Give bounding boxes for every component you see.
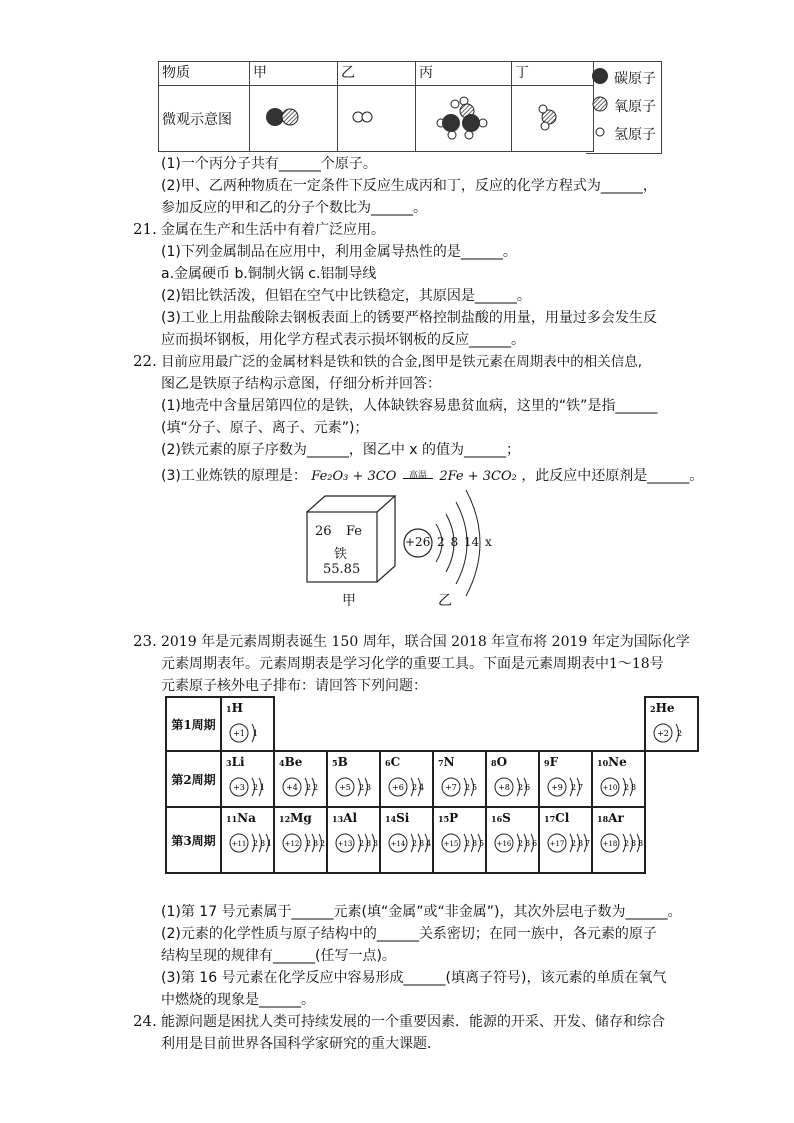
element-symbol-text-P: P bbox=[449, 811, 459, 825]
element-symbol-text-Mg: Mg bbox=[290, 811, 312, 825]
q23-stem1: 2019 年是元素周期表诞生 150 周年，联合国 2018 年宣布将 2019 年定为国际化学 bbox=[161, 634, 690, 650]
molecule-bing-cell bbox=[416, 86, 512, 152]
element-symbol-H bbox=[226, 701, 243, 715]
electron-count: 8 bbox=[419, 839, 425, 848]
element-number-Mg: 12 bbox=[279, 814, 291, 824]
element-cell-N bbox=[433, 751, 486, 807]
element-cell-S bbox=[486, 807, 539, 873]
element-number-B: 5 bbox=[332, 758, 338, 768]
electron-count: 2 bbox=[306, 839, 312, 848]
q23-stem3: 元素原子核外电子排布：请回答下列问题： bbox=[161, 678, 427, 694]
electron-count: 1 bbox=[253, 729, 259, 738]
electron-count: 8 bbox=[578, 839, 584, 848]
q24-number: 24. bbox=[133, 1012, 157, 1030]
q22-number: 22. bbox=[133, 352, 157, 370]
fe-box-caption: 甲 bbox=[342, 593, 356, 609]
nucleus-charge: +10 bbox=[602, 784, 618, 792]
equation-left: Fe₂O₃ + 3CO bbox=[311, 469, 397, 484]
element-cell-Ar bbox=[592, 807, 645, 873]
element-number-Si: 14 bbox=[385, 814, 397, 824]
fe-symbol: Fe bbox=[346, 524, 363, 539]
reaction-condition: 高温 bbox=[408, 471, 427, 481]
water-molecule-icon bbox=[515, 95, 591, 139]
atom-structure-N bbox=[440, 769, 486, 805]
element-cell-Li bbox=[221, 751, 274, 807]
atom-structure-Na bbox=[228, 825, 274, 861]
element-number-Ar: 18 bbox=[597, 814, 609, 824]
nucleus-charge: +7 bbox=[445, 783, 457, 792]
electron-count: 2 bbox=[518, 839, 524, 848]
electron-count: 6 bbox=[532, 839, 538, 848]
element-symbol-O bbox=[491, 755, 507, 769]
q21-line1: (1)下列金属制品在应用中，利用金属导热性的是______。 bbox=[161, 244, 517, 260]
element-number-S: 16 bbox=[491, 814, 503, 824]
fe-name: 铁 bbox=[334, 547, 348, 562]
ethanol-molecule-icon bbox=[419, 87, 507, 147]
q24-stem2: 利用是目前世界各国科学家研究的重大课题． bbox=[161, 1036, 441, 1052]
q23-stem2: 元素周期表年。元素周期表是学习化学的重要工具。下面是元素周期表中1～18号 bbox=[161, 656, 664, 672]
nucleus-charge: +1 bbox=[233, 729, 245, 738]
atom-structure-H bbox=[228, 715, 274, 751]
legend-carbon: 碳原子 bbox=[614, 71, 656, 87]
electron-count: 2 bbox=[313, 783, 319, 792]
element-symbol-Mg bbox=[279, 811, 312, 825]
atom-structure-Ne bbox=[599, 769, 645, 805]
period-1-label: 第1周期 bbox=[166, 697, 221, 751]
electron-count: 7 bbox=[578, 783, 584, 792]
electron-count: 2 bbox=[359, 839, 365, 848]
q24-stem1: 能源问题是困扰人类可持续发展的一个重要因素．能源的开采、开发、储存和综合 bbox=[161, 1014, 665, 1030]
electron-count: 2 bbox=[465, 783, 471, 792]
element-cell-Ne bbox=[592, 751, 645, 807]
q21-line3: (2)铝比铁活泼，但铝在空气中比铁稳定，其原因是______。 bbox=[161, 288, 531, 304]
electron-count: 2 bbox=[412, 783, 418, 792]
element-symbol-text-Be: Be bbox=[284, 755, 303, 769]
element-number-F: 9 bbox=[544, 758, 550, 768]
molecule-jia-cell bbox=[250, 86, 338, 152]
electron-count: 2 bbox=[465, 839, 471, 848]
periodic-table bbox=[165, 696, 699, 874]
nucleus-charge: +14 bbox=[390, 840, 406, 848]
electron-count: 8 bbox=[260, 839, 266, 848]
element-cell-Al bbox=[327, 807, 380, 873]
electron-count: 4 bbox=[419, 783, 425, 792]
element-symbol-Be bbox=[279, 755, 302, 769]
nucleus-charge: +8 bbox=[498, 783, 510, 792]
electron-count: 4 bbox=[426, 839, 432, 848]
q21-options: a.金属硬币 b.铜制火锅 c.铝制导线 bbox=[161, 266, 377, 282]
molecule-yi-cell bbox=[338, 86, 416, 152]
element-symbol-text-Cl: Cl bbox=[555, 811, 570, 825]
element-symbol-Al bbox=[332, 811, 357, 825]
q23-answer2: (2)元素的化学性质与原子结构中的______关系密切；在同一族中，各元素的原子 bbox=[161, 926, 657, 942]
nucleus-charge: +6 bbox=[392, 783, 404, 792]
equation-right: 2Fe + 3CO₂ bbox=[439, 469, 517, 484]
electron-count: 2 bbox=[359, 783, 365, 792]
q21-line5: 应而损坏钢板，用化学方程式表示损坏钢板的反应______。 bbox=[161, 332, 525, 348]
q21-line4: (3)工业上用盐酸除去钢板表面上的锈要严格控制盐酸的用量，用量过多会发生反 bbox=[161, 310, 657, 326]
electron-count: 6 bbox=[525, 783, 531, 792]
atom-structure-Ar bbox=[599, 825, 645, 861]
q21-stem: 金属在生产和生活中有着广泛应用。 bbox=[161, 222, 385, 238]
element-cell-Na bbox=[221, 807, 274, 873]
element-cell-Si bbox=[380, 807, 433, 873]
element-symbol-text-He: He bbox=[655, 701, 675, 715]
table-header-substance: 物质 bbox=[159, 62, 250, 86]
electron-count: 8 bbox=[631, 839, 637, 848]
element-number-P: 15 bbox=[438, 814, 450, 824]
electron-count: 8 bbox=[313, 839, 319, 848]
element-cell-He bbox=[645, 697, 698, 751]
element-symbol-Na bbox=[226, 811, 256, 825]
nucleus-charge: +16 bbox=[496, 840, 512, 848]
element-symbol-text-Si: Si bbox=[396, 811, 410, 825]
electron-count: 2 bbox=[518, 783, 524, 792]
element-symbol-text-S: S bbox=[502, 811, 511, 825]
nucleus-charge: +5 bbox=[339, 783, 351, 792]
atom-structure-Mg bbox=[281, 825, 327, 861]
nucleus-charge: +11 bbox=[231, 840, 247, 848]
element-number-H: 1 bbox=[226, 704, 232, 714]
q22-line1: (1)地壳中含量居第四位的是铁，人体缺铁容易患贫血病，这里的“铁”是指______ bbox=[161, 398, 658, 414]
q20-line2: (2)甲、乙两种物质在一定条件下反应生成丙和丁，反应的化学方程式为______， bbox=[161, 178, 657, 194]
electron-count: 5 bbox=[479, 839, 485, 848]
element-symbol-Cl bbox=[544, 811, 569, 825]
electron-count: 8 bbox=[525, 839, 531, 848]
electron-count: 3 bbox=[366, 783, 372, 792]
element-cell-P bbox=[433, 807, 486, 873]
fe-nucleus: +26 bbox=[405, 535, 431, 549]
q23-answer3b: 中燃烧的现象是______。 bbox=[161, 992, 315, 1008]
element-symbol-C bbox=[385, 755, 400, 769]
arrow-line bbox=[403, 478, 433, 479]
element-symbol-text-H: H bbox=[231, 701, 243, 715]
element-symbol-B bbox=[332, 755, 348, 769]
element-symbol-F bbox=[544, 755, 558, 769]
electron-count: 8 bbox=[472, 839, 478, 848]
period-2-label: 第2周期 bbox=[166, 751, 221, 807]
atom-structure-P bbox=[440, 825, 486, 861]
period-3-label: 第3周期 bbox=[166, 807, 221, 873]
legend-box bbox=[586, 61, 662, 154]
q23-answer1: (1)第 17 号元素属于______元素(填“金属”或“非金属”)，其次外层电子数为______。 bbox=[161, 904, 682, 920]
co-molecule-icon bbox=[253, 97, 333, 137]
electron-count: 2 bbox=[624, 839, 630, 848]
nucleus-charge: +17 bbox=[549, 840, 565, 848]
atom-structure-Cl bbox=[546, 825, 592, 861]
fe-shells: 2 8 14 x bbox=[437, 535, 492, 549]
atom-structure-Si bbox=[387, 825, 433, 861]
nucleus-charge: +18 bbox=[602, 840, 618, 848]
element-symbol-N bbox=[438, 755, 455, 769]
electron-count: 2 bbox=[253, 839, 259, 848]
table-row-label: 微观示意图 bbox=[159, 86, 250, 152]
fe-atom-caption: 乙 bbox=[438, 593, 452, 609]
element-number-Al: 13 bbox=[332, 814, 344, 824]
atom-structure-O bbox=[493, 769, 539, 805]
element-symbol-Ar bbox=[597, 811, 624, 825]
nucleus-charge: +4 bbox=[286, 783, 298, 792]
electron-count: 5 bbox=[472, 783, 478, 792]
element-symbol-text-F: F bbox=[549, 755, 559, 769]
element-cell-F bbox=[539, 751, 592, 807]
element-cell-Mg bbox=[274, 807, 327, 873]
element-symbol-text-B: B bbox=[337, 755, 348, 769]
element-number-C: 6 bbox=[385, 758, 391, 768]
element-number-O: 8 bbox=[491, 758, 497, 768]
element-symbol-Ne bbox=[597, 755, 627, 769]
electron-count: 1 bbox=[260, 783, 266, 792]
atom-structure-Al bbox=[334, 825, 380, 861]
electron-count: 2 bbox=[320, 839, 326, 848]
q21-number: 21. bbox=[133, 220, 157, 238]
element-symbol-text-Al: Al bbox=[343, 811, 358, 825]
atom-structure-B bbox=[334, 769, 380, 805]
reaction-arrow bbox=[401, 466, 435, 486]
legend-oxygen: 氧原子 bbox=[614, 99, 656, 115]
fe-atomic-mass: 55.85 bbox=[323, 562, 361, 577]
element-symbol-text-Na: Na bbox=[237, 811, 256, 825]
table-header-jia: 甲 bbox=[250, 62, 338, 86]
electron-count: 3 bbox=[373, 839, 379, 848]
table-header-bing: 丙 bbox=[416, 62, 512, 86]
q22-line3-suffix: ，此反应中还原剂是______。 bbox=[521, 468, 704, 484]
table-header-yi: 乙 bbox=[338, 62, 416, 86]
element-symbol-He bbox=[650, 701, 675, 715]
element-cell-B bbox=[327, 751, 380, 807]
q23-number: 23. bbox=[133, 632, 157, 650]
element-number-Ne: 10 bbox=[597, 758, 609, 768]
nucleus-charge: +13 bbox=[337, 840, 353, 848]
q22-line1b: (填“分子、原子、离子、元素”)； bbox=[161, 420, 369, 436]
atom-structure-Be bbox=[281, 769, 327, 805]
element-symbol-text-Li: Li bbox=[231, 755, 245, 769]
nucleus-charge: +12 bbox=[284, 840, 300, 848]
atom-structure-Li bbox=[228, 769, 274, 805]
nucleus-charge: +2 bbox=[657, 729, 669, 738]
q20-line3: 参加反应的甲和乙的分子个数比为______。 bbox=[161, 200, 427, 216]
q23-answer3: (3)第 16 号元素在化学反应中容易形成______(填离子符号)，该元素的单质在氧气 bbox=[161, 970, 667, 986]
table-header-ding: 丁 bbox=[512, 62, 594, 86]
electron-count: 8 bbox=[631, 783, 637, 792]
electron-count: 2 bbox=[624, 783, 630, 792]
q23-answer2b: 结构呈现的规律有______(任写一点)。 bbox=[161, 948, 396, 964]
q22-stem: 目前应用最广泛的金属材料是铁和铁的合金,图甲是铁元素在周期表中的相关信息, bbox=[161, 354, 643, 370]
q22-line3-prefix: (3)工业炼铁的原理是： bbox=[161, 468, 307, 484]
element-symbol-text-O: O bbox=[496, 755, 508, 769]
substance-table bbox=[158, 61, 594, 152]
legend-hydrogen: 氢原子 bbox=[614, 127, 656, 143]
electron-count: 1 bbox=[267, 839, 273, 848]
h2-molecule-icon bbox=[341, 97, 411, 137]
electron-count: 2 bbox=[571, 839, 577, 848]
element-symbol-text-Ar: Ar bbox=[608, 811, 624, 825]
element-cell-Cl bbox=[539, 807, 592, 873]
period1-gap bbox=[274, 697, 645, 751]
fe-atomic-number: 26 bbox=[315, 524, 332, 539]
electron-count: 2 bbox=[412, 839, 418, 848]
element-cell-Be bbox=[274, 751, 327, 807]
atom-structure-C bbox=[387, 769, 433, 805]
element-symbol-text-Ne: Ne bbox=[608, 755, 627, 769]
molecule-ding-cell bbox=[512, 86, 594, 152]
element-cell-H bbox=[221, 697, 274, 751]
atom-structure-He bbox=[652, 715, 698, 751]
element-number-Cl: 17 bbox=[544, 814, 556, 824]
element-symbol-S bbox=[491, 811, 511, 825]
element-cell-O bbox=[486, 751, 539, 807]
element-symbol-Li bbox=[226, 755, 245, 769]
element-number-Li: 3 bbox=[226, 758, 232, 768]
q22-line2: (2)铁元素的原子序数为______，图乙中 x 的值为______； bbox=[161, 442, 521, 458]
nucleus-charge: +3 bbox=[233, 783, 245, 792]
element-symbol-Si bbox=[385, 811, 409, 825]
nucleus-charge: +9 bbox=[551, 783, 563, 792]
atom-structure-S bbox=[493, 825, 539, 861]
atom-structure-F bbox=[546, 769, 592, 805]
element-cell-C bbox=[380, 751, 433, 807]
electron-count: 7 bbox=[585, 839, 591, 848]
q20-line1: (1)一个丙分子共有______个原子。 bbox=[161, 156, 377, 172]
electron-count: 8 bbox=[366, 839, 372, 848]
electron-count: 8 bbox=[638, 839, 644, 848]
element-symbol-text-C: C bbox=[390, 755, 401, 769]
q22-stem2: 图乙是铁原子结构示意图，仔细分析并回答： bbox=[161, 376, 441, 392]
electron-count: 2 bbox=[306, 783, 312, 792]
element-number-He: 2 bbox=[650, 704, 656, 714]
electron-count: 2 bbox=[571, 783, 577, 792]
electron-count: 2 bbox=[677, 729, 683, 738]
element-symbol-P bbox=[438, 811, 458, 825]
element-number-Na: 11 bbox=[226, 814, 238, 824]
electron-count: 2 bbox=[253, 783, 259, 792]
element-number-Be: 4 bbox=[279, 758, 285, 768]
element-symbol-text-N: N bbox=[443, 755, 455, 769]
element-number-N: 7 bbox=[438, 758, 444, 768]
nucleus-charge: +15 bbox=[443, 840, 459, 848]
